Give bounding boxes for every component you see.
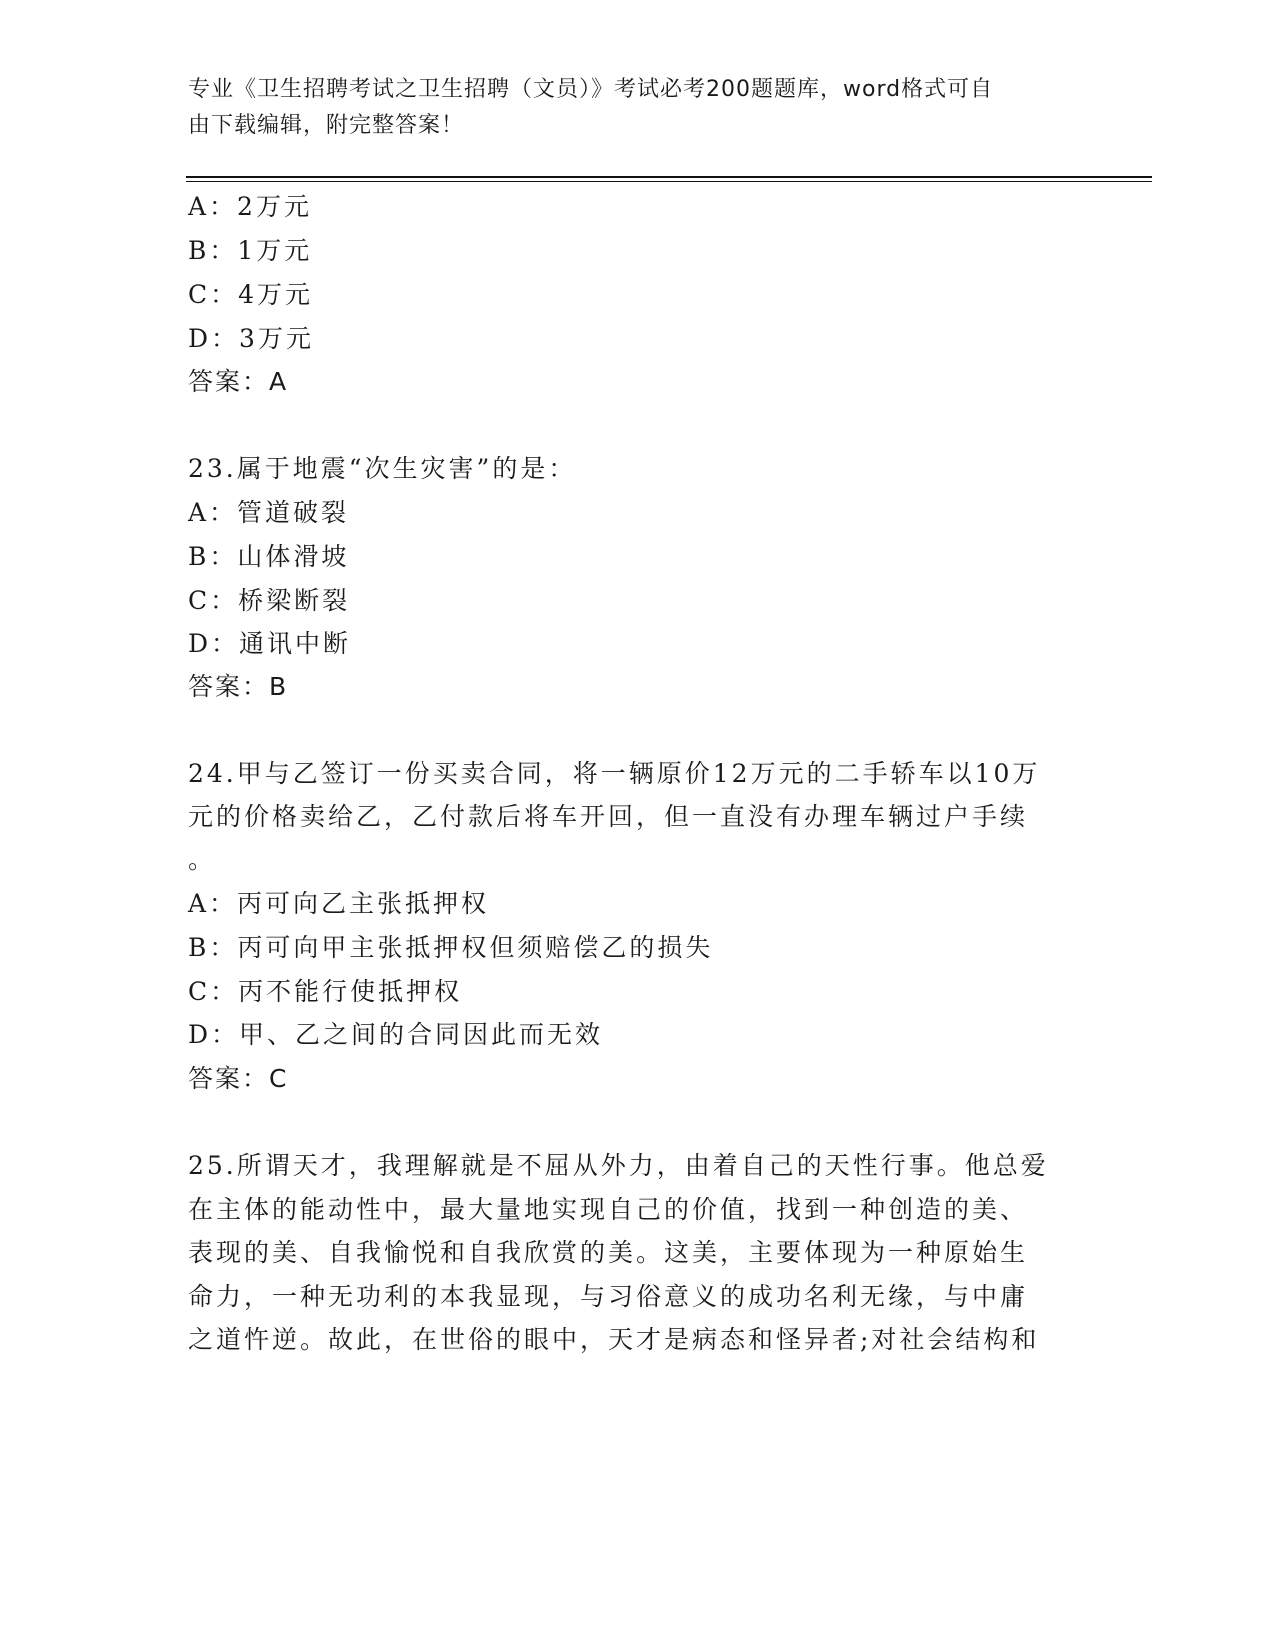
q25-stem-line-5: 之道忤逆。故此，在世俗的眼中，天才是病态和怪异者;对社会结构和 <box>188 1325 1040 1354</box>
header-divider <box>186 176 1152 178</box>
header-line-2: 由下载编辑，附完整答案！ <box>188 113 465 138</box>
header-divider-thin <box>186 181 1152 182</box>
q23-option-b: B：山体滑坡 <box>188 542 350 571</box>
q25-stem-line-2: 在主体的能动性中，最大量地实现自己的价值，找到一种创造的美、 <box>188 1195 1029 1224</box>
q22-option-c: C：4万元 <box>188 280 314 309</box>
q24-option-b: B：丙可向甲主张抵押权但须赔偿乙的损失 <box>188 933 714 962</box>
header-line-1: 专业《卫生招聘考试之卫生招聘（文员）》考试必考200题题库，word格式可自 <box>188 77 994 102</box>
document-header <box>188 72 1068 144</box>
q23-option-c: C：桥梁断裂 <box>188 586 351 615</box>
q25-stem-line-4: 命力，一种无功利的本我显现，与习俗意义的成功名利无缘，与中庸 <box>188 1282 1029 1311</box>
q23-option-d: D：通讯中断 <box>188 629 352 658</box>
q24-option-c: C：丙不能行使抵押权 <box>188 977 463 1006</box>
q22-option-b: B：1万元 <box>188 236 313 265</box>
q24-answer: 答案：C <box>188 1064 289 1093</box>
q25-stem-line-1: 25.所谓天才，我理解就是不屈从外力，由着自己的天性行事。他总爱 <box>188 1151 1049 1180</box>
q22-option-d: D：3万元 <box>188 324 314 353</box>
q24-stem-line-1: 24.甲与乙签订一份买卖合同，将一辆原价12万元的二手轿车以10万 <box>188 759 1041 788</box>
q23-answer: 答案：B <box>188 672 289 701</box>
q22-answer: 答案：A <box>188 367 289 396</box>
q24-stem-line-3: 。 <box>188 845 217 874</box>
q23-option-a: A：管道破裂 <box>188 498 350 527</box>
q24-option-a: A：丙可向乙主张抵押权 <box>188 889 490 918</box>
q23-stem: 23.属于地震“次生灾害”的是： <box>188 454 577 483</box>
q24-stem-line-2: 元的价格卖给乙，乙付款后将车开回，但一直没有办理车辆过户手续 <box>188 802 1029 831</box>
q24-option-d: D：甲、乙之间的合同因此而无效 <box>188 1020 604 1049</box>
q22-option-a: A：2万元 <box>188 192 312 221</box>
q25-stem-line-3: 表现的美、自我愉悦和自我欣赏的美。这美，主要体现为一种原始生 <box>188 1238 1029 1267</box>
